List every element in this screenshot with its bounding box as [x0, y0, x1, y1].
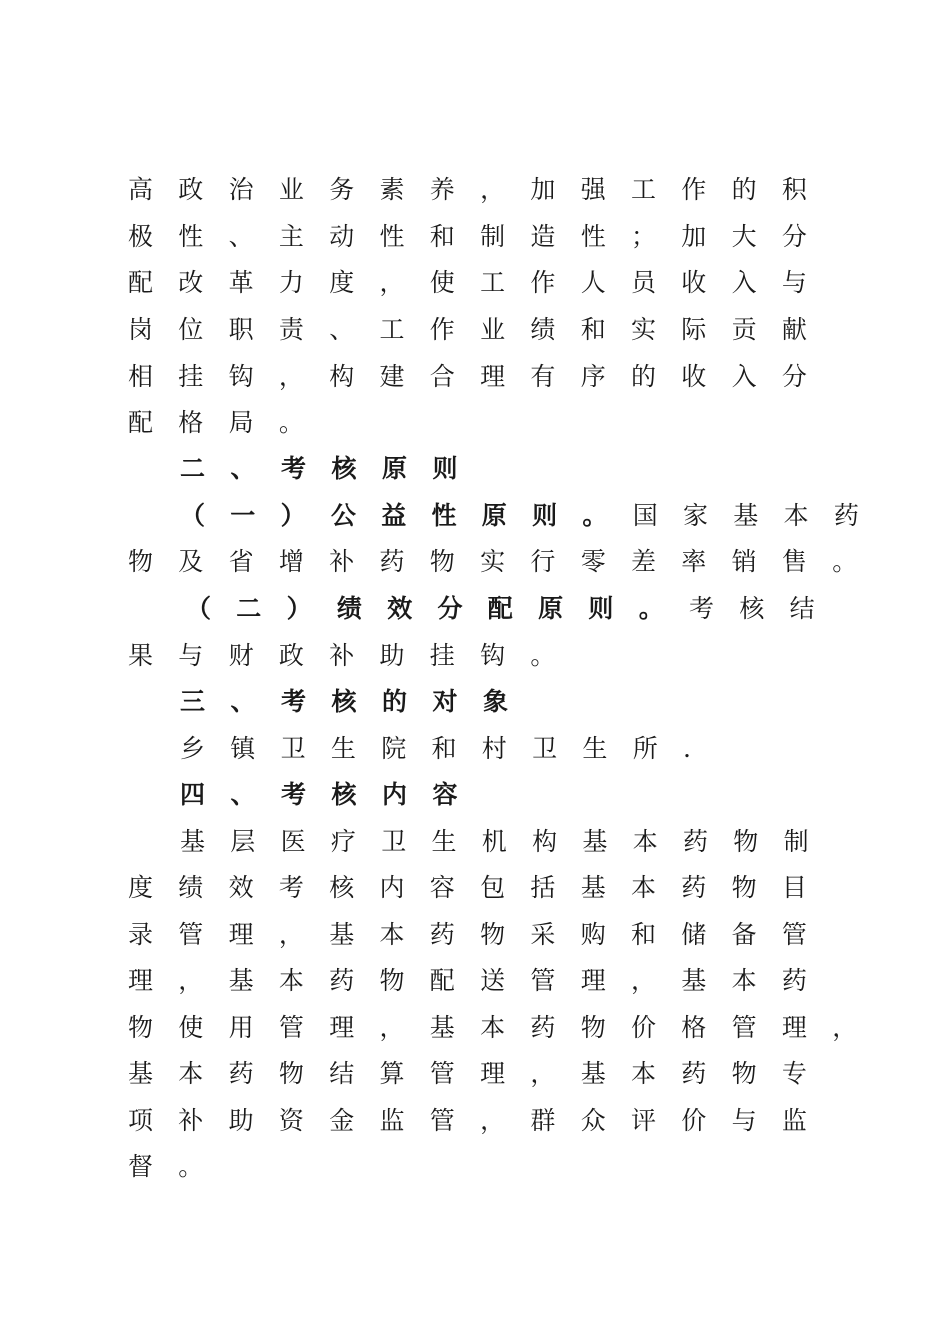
- paragraph-line-2: 极性、主动性和制造性；加大分: [128, 222, 833, 251]
- paragraph-line-4: 岗位职责、工作业绩和实际贡献: [128, 315, 833, 344]
- principle-2-continuation: 果与财政补助挂钩。: [128, 641, 581, 670]
- content-line-4: 理，基本药物配送管理，基本药: [128, 966, 833, 995]
- content-line-6: 基本药物结算管理，基本药物专: [128, 1059, 833, 1088]
- principle-1-text: 国家基本药: [632, 501, 885, 530]
- content-line-8: 督。: [128, 1152, 229, 1181]
- principle-2-title: （二）绩效分配原则。: [186, 594, 690, 623]
- section-heading-objects: 三、考核的对象: [180, 687, 534, 716]
- principle-1-title: （一）公益性原则。: [180, 501, 633, 530]
- section-heading-content: 四、考核内容: [180, 780, 484, 809]
- principle-1-continuation: 物及省增补药物实行零差率销售。: [128, 547, 883, 576]
- content-line-5: 物使用管理，基本药物价格管理，: [128, 1013, 883, 1042]
- objects-text: 乡镇卫生院和村卫生所.: [180, 734, 717, 763]
- content-line-7: 项补助资金监管，群众评价与监: [128, 1106, 833, 1135]
- content-line-3: 录管理，基本药物采购和储备管: [128, 920, 833, 949]
- paragraph-line-6: 配格局。: [128, 408, 330, 437]
- principle-1-line: [180, 493, 885, 539]
- content-line-2: 度绩效考核内容包括基本药物目: [128, 873, 833, 902]
- paragraph-line-3: 配改革力度，使工作人员收入与: [128, 268, 833, 297]
- principle-2-text: 考核结: [689, 594, 840, 623]
- section-heading-principles: 二、考核原则: [180, 454, 484, 483]
- paragraph-line-5: 相挂钩，构建合理有序的收入分: [128, 362, 833, 391]
- principle-2-line: [186, 586, 886, 632]
- content-line-1: 基层医疗卫生机构基本药物制: [180, 827, 834, 856]
- paragraph-line-1: 高政治业务素养，加强工作的积: [128, 175, 833, 204]
